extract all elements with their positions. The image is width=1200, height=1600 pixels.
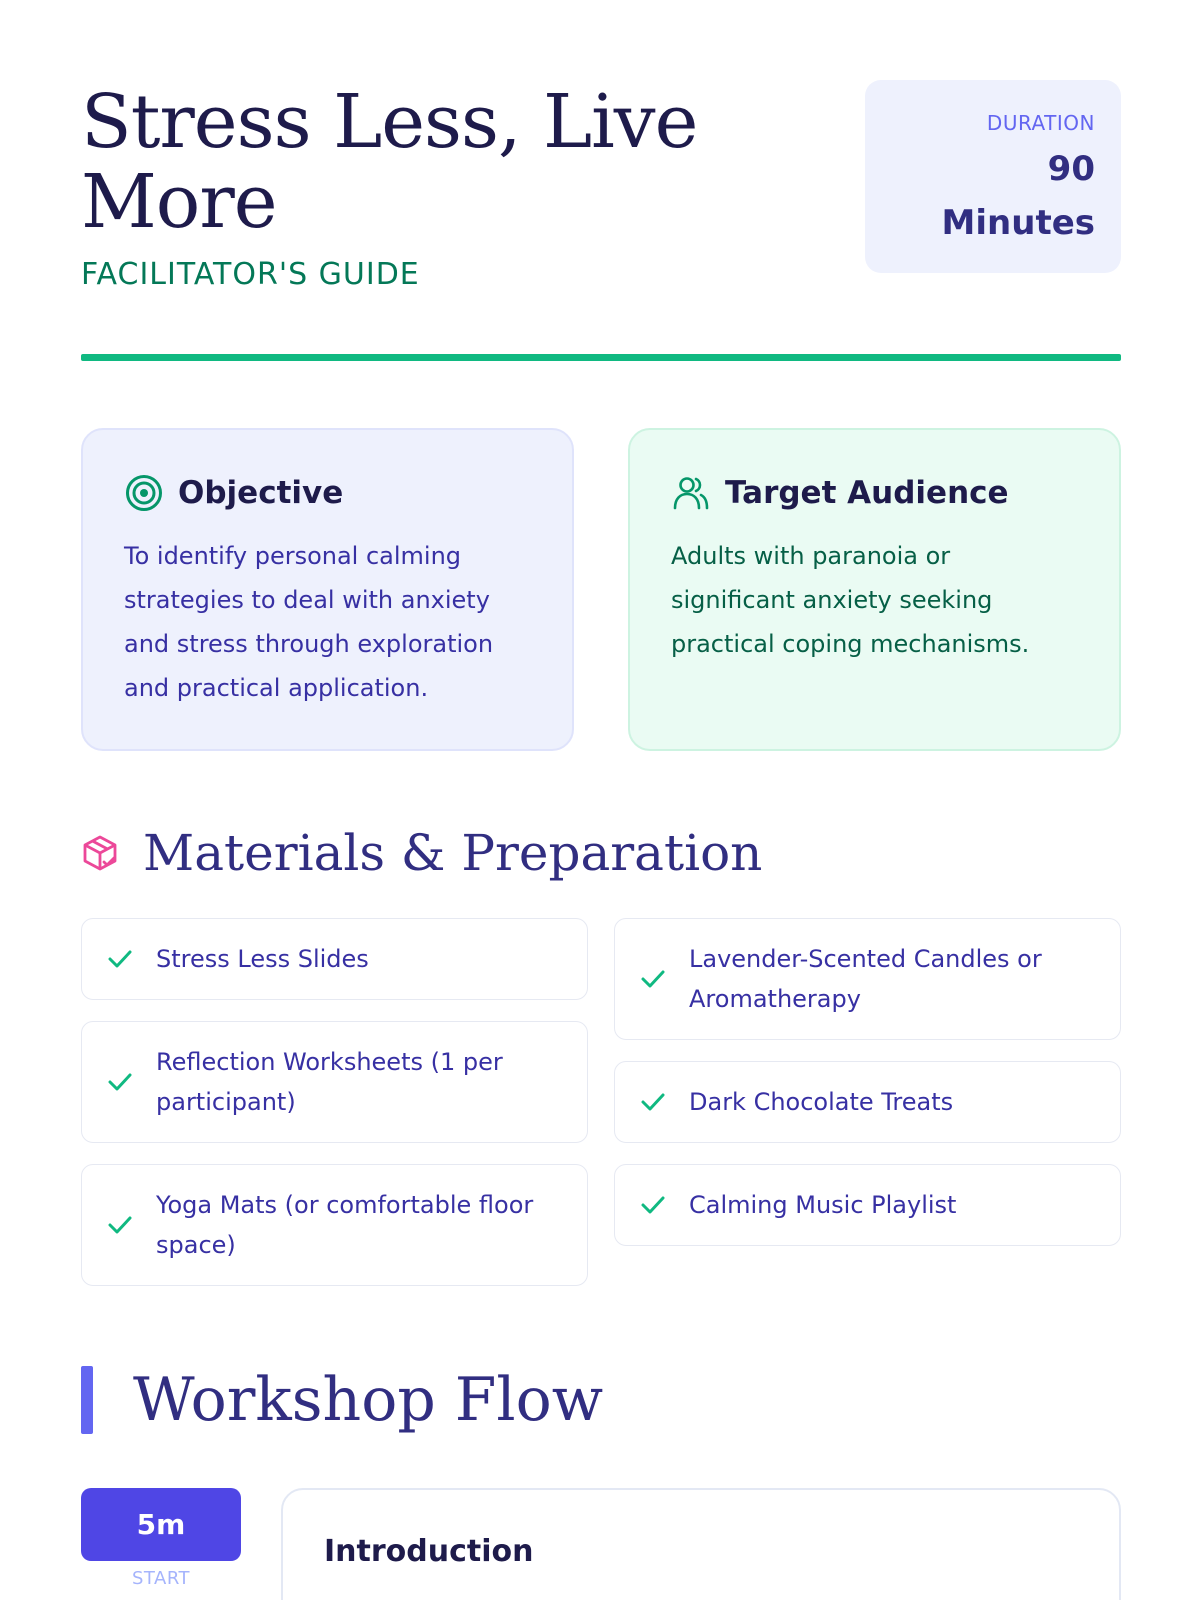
step-time-label: START <box>131 1568 191 1589</box>
duration-card <box>865 80 1121 273</box>
material-item <box>614 918 1121 1040</box>
audience-text: Adults with paranoia or significant anxiety seeking practical coping mechanisms. <box>671 542 1030 658</box>
objective-title: Objective <box>178 475 344 511</box>
header <box>81 0 1121 360</box>
material-label: Stress Less Slides <box>156 945 369 973</box>
page-subtitle: FACILITATOR'S GUIDE <box>81 257 420 292</box>
check-icon <box>106 1211 134 1239</box>
duration-value: 90 <box>1047 149 1095 189</box>
objective-text: To identify personal calming strategies to deal with anxiety and stress through exploration and practical application. <box>124 542 494 702</box>
target-icon <box>124 473 164 513</box>
material-item <box>81 1021 588 1143</box>
users-icon <box>671 473 711 513</box>
package-check-icon <box>81 833 121 873</box>
check-icon <box>106 945 134 973</box>
duration-label: DURATION <box>986 111 1095 135</box>
material-item <box>614 1061 1121 1143</box>
step-title: Introduction <box>324 1534 534 1569</box>
material-item <box>81 918 588 1000</box>
check-icon <box>639 1191 667 1219</box>
check-icon <box>106 1068 134 1096</box>
material-item <box>81 1164 588 1286</box>
check-icon <box>639 965 667 993</box>
audience-card <box>628 428 1121 751</box>
materials-title: Materials & Preparation <box>143 824 763 882</box>
page-title: Stress Less, Live More <box>81 79 698 245</box>
material-label: Calming Music Playlist <box>689 1191 957 1219</box>
duration-unit: Minutes <box>941 203 1095 243</box>
material-item <box>614 1164 1121 1246</box>
workshop-flow-title: Workshop Flow <box>133 1365 604 1435</box>
step-time-badge: 5m <box>81 1488 241 1561</box>
objective-card <box>81 428 574 751</box>
header-divider <box>81 354 1121 361</box>
material-label: Reflection Worksheets (1 per participant) <box>156 1048 503 1116</box>
heading-accent-bar <box>81 1366 93 1434</box>
material-label: Dark Chocolate Treats <box>689 1088 954 1116</box>
material-label: Lavender-Scented Candles or Aromatherapy <box>689 945 1042 1013</box>
workshop-flow-heading <box>81 1366 603 1434</box>
audience-title: Target Audience <box>725 475 1009 511</box>
material-label: Yoga Mats (or comfortable floor space) <box>156 1191 534 1259</box>
step-card <box>281 1488 1121 1600</box>
check-icon <box>639 1088 667 1116</box>
materials-heading <box>81 820 762 886</box>
